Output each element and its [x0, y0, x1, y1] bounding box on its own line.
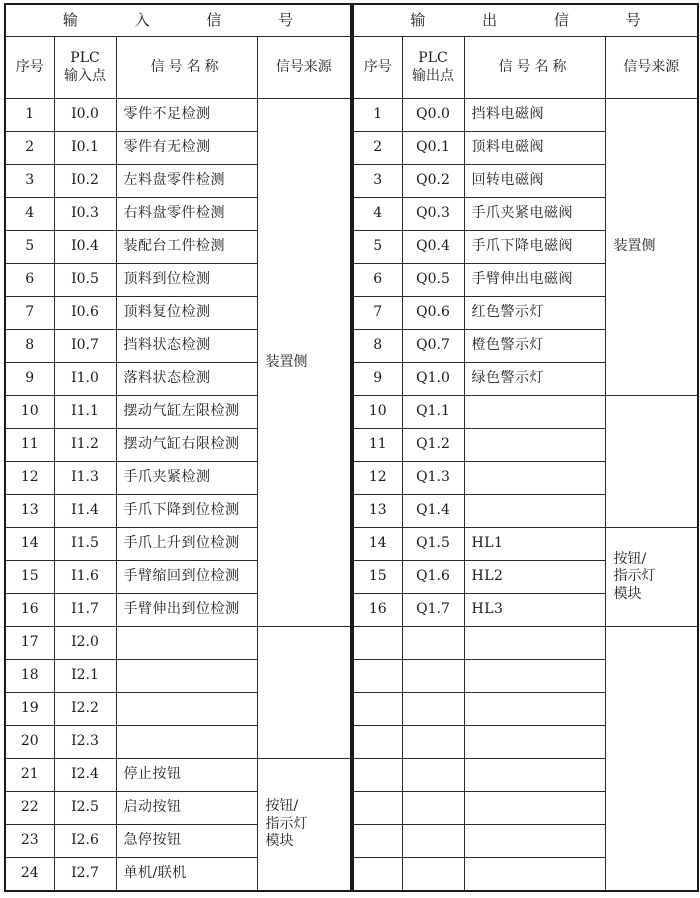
plc-point-cell: I0.2: [54, 165, 116, 198]
signal-name-cell: [464, 462, 605, 495]
seq-cell: 10: [5, 396, 54, 429]
plc-point-cell: I2.0: [54, 627, 116, 660]
plc-point-cell: [402, 792, 464, 825]
signal-name-cell: 启动按钮: [116, 792, 257, 825]
signal-name-cell: [464, 495, 605, 528]
seq-cell: 15: [353, 561, 402, 594]
seq-cell: [353, 792, 402, 825]
signal-name-cell: [464, 726, 605, 759]
plc-point-cell: Q0.5: [402, 264, 464, 297]
seq-cell: 7: [5, 297, 54, 330]
signal-source-cell: 按钮/ 指示灯 模块: [257, 759, 351, 891]
plc-point-cell: Q1.0: [402, 363, 464, 396]
plc-point-cell: I2.6: [54, 825, 116, 858]
plc-point-cell: [402, 858, 464, 891]
plc-point-cell: I0.0: [54, 99, 116, 132]
signal-name-cell: 手臂伸出到位检测: [116, 594, 257, 627]
signal-name-cell: 急停按钮: [116, 825, 257, 858]
signal-name-cell: [116, 660, 257, 693]
signal-source-cell: [257, 627, 351, 759]
seq-cell: 8: [353, 330, 402, 363]
signal-name-cell: 摆动气缸左限检测: [116, 396, 257, 429]
plc-point-cell: Q1.3: [402, 462, 464, 495]
plc-point-cell: I1.3: [54, 462, 116, 495]
seq-cell: 13: [353, 495, 402, 528]
signal-name-cell: 绿色警示灯: [464, 363, 605, 396]
plc-point-cell: Q0.0: [402, 99, 464, 132]
signal-name-cell: [116, 693, 257, 726]
plc-point-cell: I2.5: [54, 792, 116, 825]
seq-cell: 19: [5, 693, 54, 726]
seq-cell: 3: [5, 165, 54, 198]
signal-source-cell: 按钮/ 指示灯 模块: [605, 528, 698, 627]
seq-cell: 22: [5, 792, 54, 825]
plc-point-cell: I2.1: [54, 660, 116, 693]
seq-cell: [353, 627, 402, 660]
signal-name-cell: [464, 660, 605, 693]
signal-name-cell: [464, 858, 605, 891]
plc-point-cell: [402, 726, 464, 759]
plc-point-cell: I0.7: [54, 330, 116, 363]
signal-name-cell: 手爪上升到位检测: [116, 528, 257, 561]
signal-name-cell: HL1: [464, 528, 605, 561]
plc-point-cell: I1.0: [54, 363, 116, 396]
plc-point-cell: Q0.6: [402, 297, 464, 330]
signal-name-cell: 零件不足检测: [116, 99, 257, 132]
signal-name-cell: 回转电磁阀: [464, 165, 605, 198]
signal-name-cell: 停止按钮: [116, 759, 257, 792]
plc-point-cell: Q1.5: [402, 528, 464, 561]
output-table-row: [353, 528, 698, 561]
signal-name-cell: 手爪夹紧检测: [116, 462, 257, 495]
plc-point-cell: I0.4: [54, 231, 116, 264]
signal-name-cell: 手爪下降到位检测: [116, 495, 257, 528]
seq-cell: 12: [5, 462, 54, 495]
input-signal-table: [4, 3, 352, 892]
signal-name-cell: 手爪夹紧电磁阀: [464, 198, 605, 231]
plc-point-cell: I1.6: [54, 561, 116, 594]
seq-cell: 7: [353, 297, 402, 330]
plc-point-cell: [402, 693, 464, 726]
signal-source-cell: 装置侧: [605, 99, 698, 396]
plc-point-cell: I2.2: [54, 693, 116, 726]
plc-point-cell: [402, 627, 464, 660]
signal-name-cell: 摆动气缸右限检测: [116, 429, 257, 462]
plc-point-cell: Q1.6: [402, 561, 464, 594]
seq-cell: 9: [5, 363, 54, 396]
output-table-row: [353, 627, 698, 660]
signal-name-cell: 红色警示灯: [464, 297, 605, 330]
plc-point-cell: I0.3: [54, 198, 116, 231]
signal-name-cell: [116, 726, 257, 759]
signal-name-cell: 手臂缩回到位检测: [116, 561, 257, 594]
signal-name-cell: 手爪下降电磁阀: [464, 231, 605, 264]
seq-cell: [353, 759, 402, 792]
seq-cell: 10: [353, 396, 402, 429]
output-table-row: [353, 396, 698, 429]
seq-cell: 6: [353, 264, 402, 297]
plc-point-cell: Q0.7: [402, 330, 464, 363]
output-table-row: [353, 99, 698, 132]
plc-point-cell: I0.6: [54, 297, 116, 330]
plc-point-cell: Q0.3: [402, 198, 464, 231]
seq-cell: 9: [353, 363, 402, 396]
plc-point-cell: I0.1: [54, 132, 116, 165]
seq-cell: 16: [5, 594, 54, 627]
seq-cell: 1: [5, 99, 54, 132]
output-header-seq: 序号: [353, 37, 402, 99]
seq-cell: [353, 858, 402, 891]
seq-cell: [353, 825, 402, 858]
signal-name-cell: [464, 627, 605, 660]
seq-cell: 17: [5, 627, 54, 660]
plc-point-cell: I1.5: [54, 528, 116, 561]
plc-point-cell: I1.1: [54, 396, 116, 429]
seq-cell: 2: [5, 132, 54, 165]
seq-cell: 8: [5, 330, 54, 363]
seq-cell: 3: [353, 165, 402, 198]
signal-name-cell: HL2: [464, 561, 605, 594]
seq-cell: 11: [5, 429, 54, 462]
input-header-source: 信号来源: [257, 37, 351, 99]
plc-point-cell: I2.3: [54, 726, 116, 759]
output-header-plc: PLC 输出点: [402, 37, 464, 99]
signal-name-cell: [464, 792, 605, 825]
seq-cell: 13: [5, 495, 54, 528]
signal-name-cell: 落料状态检测: [116, 363, 257, 396]
signal-name-cell: 手臂伸出电磁阀: [464, 264, 605, 297]
plc-point-cell: Q1.2: [402, 429, 464, 462]
signal-name-cell: 顶料电磁阀: [464, 132, 605, 165]
seq-cell: 24: [5, 858, 54, 891]
seq-cell: 16: [353, 594, 402, 627]
plc-point-cell: I1.4: [54, 495, 116, 528]
seq-cell: 23: [5, 825, 54, 858]
signal-name-cell: 橙色警示灯: [464, 330, 605, 363]
signal-name-cell: 挡料状态检测: [116, 330, 257, 363]
plc-point-cell: Q0.4: [402, 231, 464, 264]
signal-source-cell: [605, 396, 698, 528]
seq-cell: 21: [5, 759, 54, 792]
plc-point-cell: [402, 660, 464, 693]
signal-source-cell: [605, 627, 698, 891]
input-header-seq: 序号: [5, 37, 54, 99]
seq-cell: [353, 726, 402, 759]
seq-cell: 4: [5, 198, 54, 231]
plc-point-cell: Q1.1: [402, 396, 464, 429]
plc-point-cell: Q0.2: [402, 165, 464, 198]
output-table-title: 输 出 信 号: [353, 4, 698, 37]
seq-cell: 20: [5, 726, 54, 759]
seq-cell: 2: [353, 132, 402, 165]
signal-name-cell: 顶料到位检测: [116, 264, 257, 297]
signal-name-cell: 左料盘零件检测: [116, 165, 257, 198]
input-table-row: [5, 99, 351, 132]
input-table-row: [5, 627, 351, 660]
seq-cell: 11: [353, 429, 402, 462]
signal-name-cell: 右料盘零件检测: [116, 198, 257, 231]
plc-point-cell: Q0.1: [402, 132, 464, 165]
signal-name-cell: 装配台工件检测: [116, 231, 257, 264]
signal-name-cell: [464, 759, 605, 792]
seq-cell: 4: [353, 198, 402, 231]
plc-point-cell: I2.7: [54, 858, 116, 891]
signal-name-cell: 顶料复位检测: [116, 297, 257, 330]
seq-cell: 12: [353, 462, 402, 495]
seq-cell: 15: [5, 561, 54, 594]
input-table-row: [5, 759, 351, 792]
signal-name-cell: 单机/联机: [116, 858, 257, 891]
plc-point-cell: I0.5: [54, 264, 116, 297]
output-signal-table: [352, 3, 699, 892]
signal-name-cell: [464, 693, 605, 726]
plc-point-cell: Q1.4: [402, 495, 464, 528]
seq-cell: 18: [5, 660, 54, 693]
signal-name-cell: [116, 627, 257, 660]
plc-point-cell: [402, 759, 464, 792]
input-header-name: 信号名称: [116, 37, 257, 99]
seq-cell: 14: [353, 528, 402, 561]
seq-cell: 5: [5, 231, 54, 264]
seq-cell: 14: [5, 528, 54, 561]
seq-cell: [353, 693, 402, 726]
plc-point-cell: Q1.7: [402, 594, 464, 627]
plc-point-cell: I2.4: [54, 759, 116, 792]
signal-name-cell: 零件有无检测: [116, 132, 257, 165]
seq-cell: 6: [5, 264, 54, 297]
signal-name-cell: 挡料电磁阀: [464, 99, 605, 132]
input-table-title: 输 入 信 号: [5, 4, 351, 37]
output-header-name: 信号名称: [464, 37, 605, 99]
plc-point-cell: I1.7: [54, 594, 116, 627]
plc-point-cell: [402, 825, 464, 858]
seq-cell: 5: [353, 231, 402, 264]
signal-name-cell: [464, 396, 605, 429]
input-header-plc: PLC 输入点: [54, 37, 116, 99]
signal-name-cell: [464, 429, 605, 462]
plc-point-cell: I1.2: [54, 429, 116, 462]
signal-name-cell: [464, 825, 605, 858]
signal-source-cell: 装置侧: [257, 99, 351, 627]
output-header-source: 信号来源: [605, 37, 698, 99]
signal-name-cell: HL3: [464, 594, 605, 627]
seq-cell: [353, 660, 402, 693]
seq-cell: 1: [353, 99, 402, 132]
